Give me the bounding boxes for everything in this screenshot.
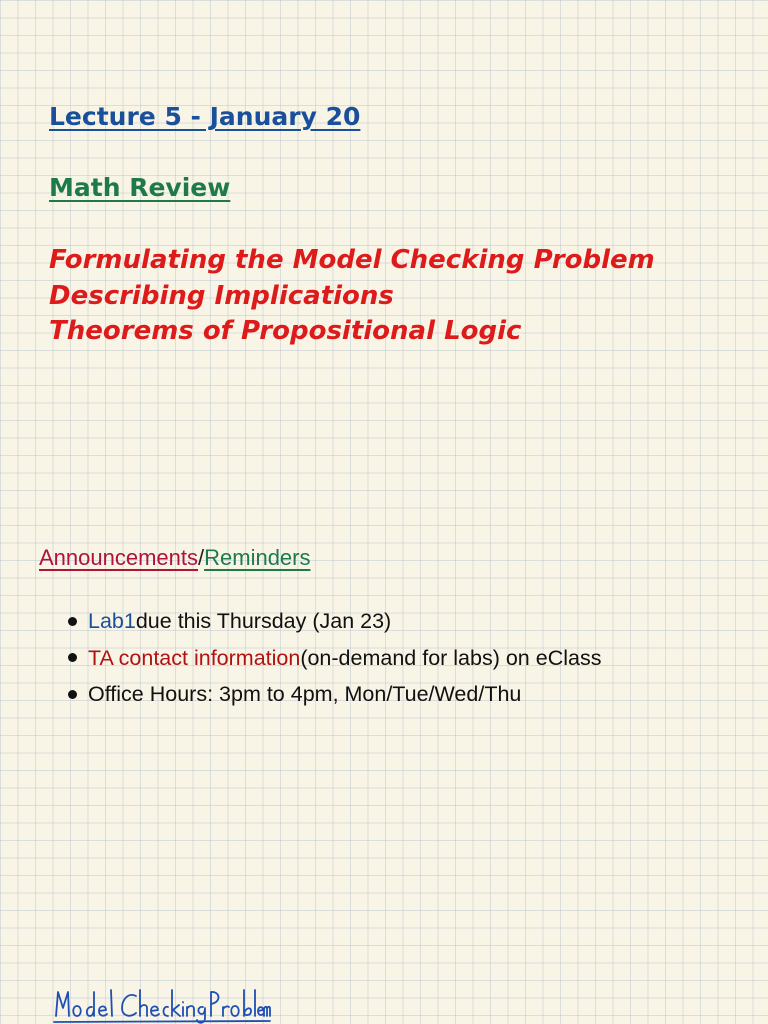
list-item-text: Office Hours: 3pm to 4pm, Mon/Tue/Wed/Thu xyxy=(88,682,522,706)
topic-item: Theorems of Propositional Logic xyxy=(49,316,522,346)
handwritten-note xyxy=(52,978,272,1024)
list-item-text: due this Thursday (Jan 23) xyxy=(135,609,392,633)
list-item xyxy=(68,603,601,640)
topic-item: Describing Implications xyxy=(49,280,394,311)
announcement-list xyxy=(68,603,601,713)
lab1-highlight: Lab1 xyxy=(88,609,136,633)
section-title: Math Review xyxy=(49,173,231,202)
announcements-label: Announcements xyxy=(39,545,198,570)
topic-item: Formulating the Model Checking Problem xyxy=(49,245,655,275)
list-item xyxy=(68,676,601,713)
list-item-text: (on-demand for labs) on eClass xyxy=(300,645,602,670)
reminders-label: Reminders xyxy=(204,545,311,570)
bullet-dot-icon xyxy=(68,690,77,699)
bullet-dot-icon xyxy=(68,653,77,662)
list-item xyxy=(68,640,601,677)
topic-list xyxy=(49,243,655,350)
bullet-dot-icon xyxy=(68,617,77,626)
ta-contact-highlight: TA contact information xyxy=(88,645,301,670)
heading-separator: / xyxy=(198,545,205,570)
lecture-title: Lecture 5 - January 20 xyxy=(49,102,361,131)
announcements-heading xyxy=(39,545,311,571)
